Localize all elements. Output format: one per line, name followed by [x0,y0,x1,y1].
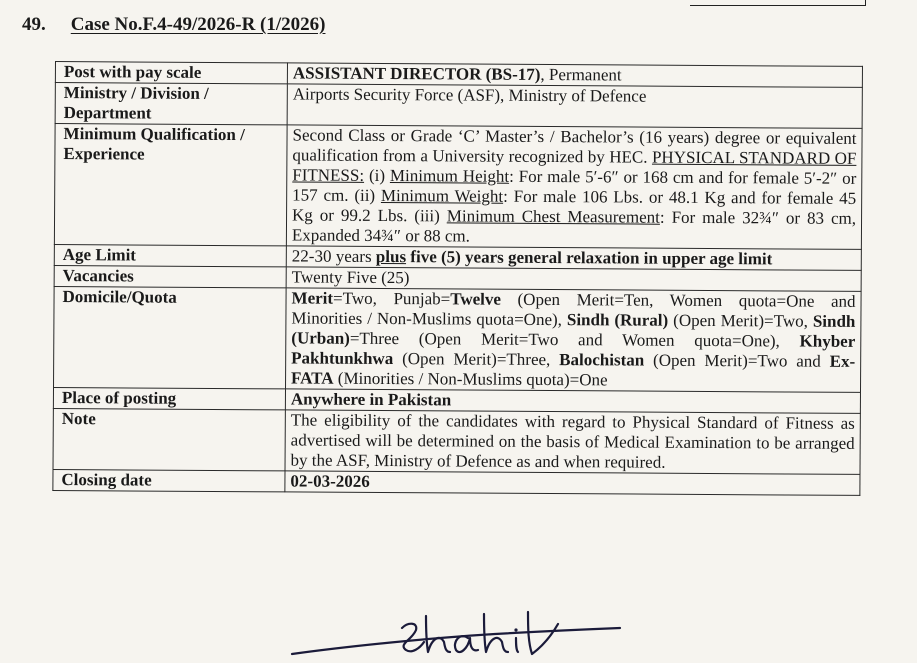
min-weight-label: Minimum Weight [380,185,504,206]
domicile-sindh-rural: Sindh (Rural) [566,310,669,330]
domicile-text-1: =Two, Punjab= [333,288,451,309]
domicile-text-4: =Three (Open Merit=Two and Women quota=One), [349,328,800,351]
min-height-label: Minimum Height [389,166,510,186]
domicile-text-6: (Open Merit)=Two and [644,350,830,371]
age-plus: plus [375,246,407,267]
label-post: Post with pay scale [55,62,287,84]
domicile-twelve: Twelve [450,289,502,309]
case-details-table [52,61,863,496]
row-qualification [54,124,862,250]
row-domicile [54,286,862,392]
qualification-degree: Second Class or Grade ‘C’ Master’s / Bachelor’s (16 years) degree or equivalent qualification from a University recognized by HEC. [292,125,857,167]
post-type: , Permanent [540,64,622,85]
domicile-exfata: Ex-FATA [291,351,856,388]
qualification-text-5: : For male 32¾″ or 83 cm, Expanded 34¾″ or 88 cm. [291,207,857,246]
domicile-text-7: (Minorities / Non-Muslims quota)=One [333,368,608,390]
value-place-of-posting: Anywhere in Pakistan [285,389,860,414]
domicile-sindh-urban: Sindh (Urban) [291,311,856,348]
label-domicile: Domicile/Quota [54,286,287,388]
row-note [53,408,860,474]
case-title: Case No.F.4-49/2026-R (1/2026) [70,14,326,35]
value-qualification [286,125,862,250]
value-post [287,63,862,88]
domicile-kp: Khyber Pakhtunkhwa [291,331,856,369]
case-header [22,14,325,36]
qualification-text-4: : For male 106 Lbs. or 48.1 Kg and for female 45 Kg or 99.2 Lbs. (iii) [292,186,857,226]
domicile-text-5: (Open Merit)=Three, [393,349,560,370]
handwritten-signature [290,608,650,663]
domicile-merit: Merit [291,288,334,308]
value-closing-date: 02-03-2026 [285,471,860,496]
domicile-balochistan: Balochistan [559,350,645,370]
value-ministry: Airports Security Force (ASF), Ministry of Defence [287,84,862,129]
value-vacancies: Twenty Five (25) [286,267,861,292]
top-rule [690,0,866,6]
value-domicile [286,288,862,393]
value-age-limit [286,246,861,271]
label-age-limit: Age Limit [54,244,286,266]
case-number: 49. [22,14,46,35]
row-ministry [55,83,862,129]
physical-standard-heading: PHYSICAL STANDARD OF FITNESS: [292,147,857,185]
post-title: ASSISTANT DIRECTOR (BS-17) [292,63,541,84]
label-place-of-posting: Place of posting [53,387,285,409]
age-range: 22-30 years [291,246,376,266]
min-chest-label: Minimum Chest Measurement [446,206,660,227]
domicile-text-3: (Open Merit)=Two, [668,310,813,331]
domicile-text-2: (Open Merit=Ten, Women quota=One and Minorities / Non-Muslims quota=One), [291,289,856,330]
label-qualification: Minimum Qualification / Experience [54,124,287,246]
row-closing-date [53,469,860,495]
label-note: Note [53,408,285,470]
label-ministry: Ministry / Division / Department [55,83,287,125]
label-closing-date: Closing date [53,469,285,491]
age-relaxation: five (5) years general relaxation in upper age limit [406,247,773,269]
qualification-text-3: : For male 5′-6″ or 168 cm and for female 5′-2″ or 157 cm. (ii) [292,166,857,205]
value-note: The eligibility of the candidates with regard to Physical Standard of Fitness as advertised will be determined on the basis of Medical Examination to be arranged by the ASF, Ministry of Defence as and when required. [285,410,860,475]
qualification-text-2: (i) [364,165,390,186]
label-vacancies: Vacancies [54,265,286,287]
